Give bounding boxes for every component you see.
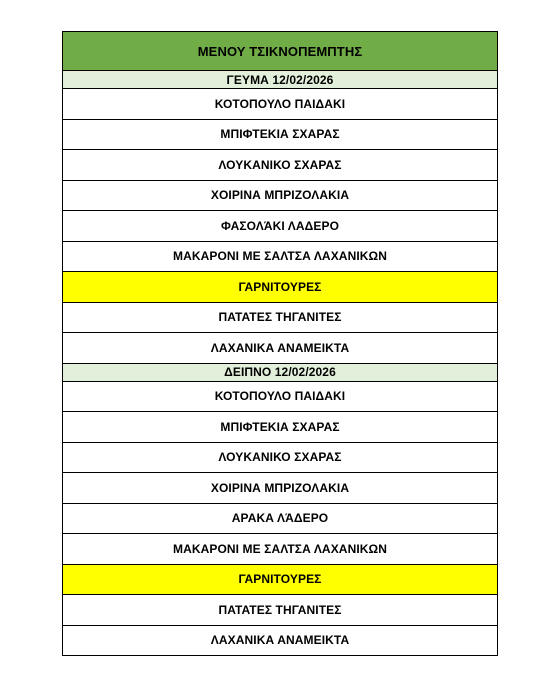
lunch-item: ΚΟΤΟΠΟΥΛΟ ΠΑΙΔΑΚΙ (63, 88, 497, 119)
dinner-garnish-heading: ΓΑΡΝΙΤΟΥΡΕΣ (63, 564, 497, 595)
lunch-item: ΜΠΙΦΤΕΚΙΑ ΣΧΑΡΑΣ (63, 119, 497, 150)
dinner-item: ΧΟΙΡΙΝΑ ΜΠΡΙΖΟΛΑΚΙΑ (63, 472, 497, 503)
dinner-item: ΑΡΑΚΑ ΛΆΔΕΡΟ (63, 503, 497, 534)
lunch-item: ΦΑΣΟΛΆΚΙ ΛΑΔΕΡΟ (63, 210, 497, 241)
lunch-garnish-heading: ΓΑΡΝΙΤΟΥΡΕΣ (63, 271, 497, 302)
dinner-item: ΛΟΥΚΑΝΙΚΟ ΣΧΑΡΑΣ (63, 442, 497, 473)
dinner-garnish-item: ΠΑΤΑΤΕΣ ΤΗΓΑΝΙΤΕΣ (63, 594, 497, 625)
lunch-item: ΧΟΙΡΙΝΑ ΜΠΡΙΖΟΛΑΚΙΑ (63, 180, 497, 211)
dinner-garnish-item: ΛΑΧΑΝΙΚΑ ΑΝΑΜΕΙΚΤΑ (63, 625, 497, 656)
menu-title: ΜΕΝΟΥ ΤΣΙΚΝΟΠΕΜΠΤΗΣ (63, 32, 497, 70)
dinner-item: ΜΑΚΑΡΟΝΙ ΜΕ ΣΑΛΤΣΑ ΛΑΧΑΝΙΚΩΝ (63, 533, 497, 564)
dinner-heading: ΔΕΙΠΝΟ 12/02/2026 (63, 363, 497, 381)
lunch-heading: ΓΕΥΜΑ 12/02/2026 (63, 70, 497, 88)
lunch-garnish-item: ΛΑΧΑΝΙΚΑ ΑΝΑΜΕΙΚΤΑ (63, 332, 497, 363)
menu-table (62, 31, 498, 656)
lunch-item: ΛΟΥΚΑΝΙΚΟ ΣΧΑΡΑΣ (63, 149, 497, 180)
lunch-garnish-item: ΠΑΤΑΤΕΣ ΤΗΓΑΝΙΤΕΣ (63, 302, 497, 333)
dinner-item: ΜΠΙΦΤΕΚΙΑ ΣΧΑΡΑΣ (63, 411, 497, 442)
lunch-item: ΜΑΚΑΡΟΝΙ ΜΕ ΣΑΛΤΣΑ ΛΑΧΑΝΙΚΩΝ (63, 241, 497, 272)
dinner-item: ΚΟΤΟΠΟΥΛΟ ΠΑΙΔΑΚΙ (63, 381, 497, 412)
